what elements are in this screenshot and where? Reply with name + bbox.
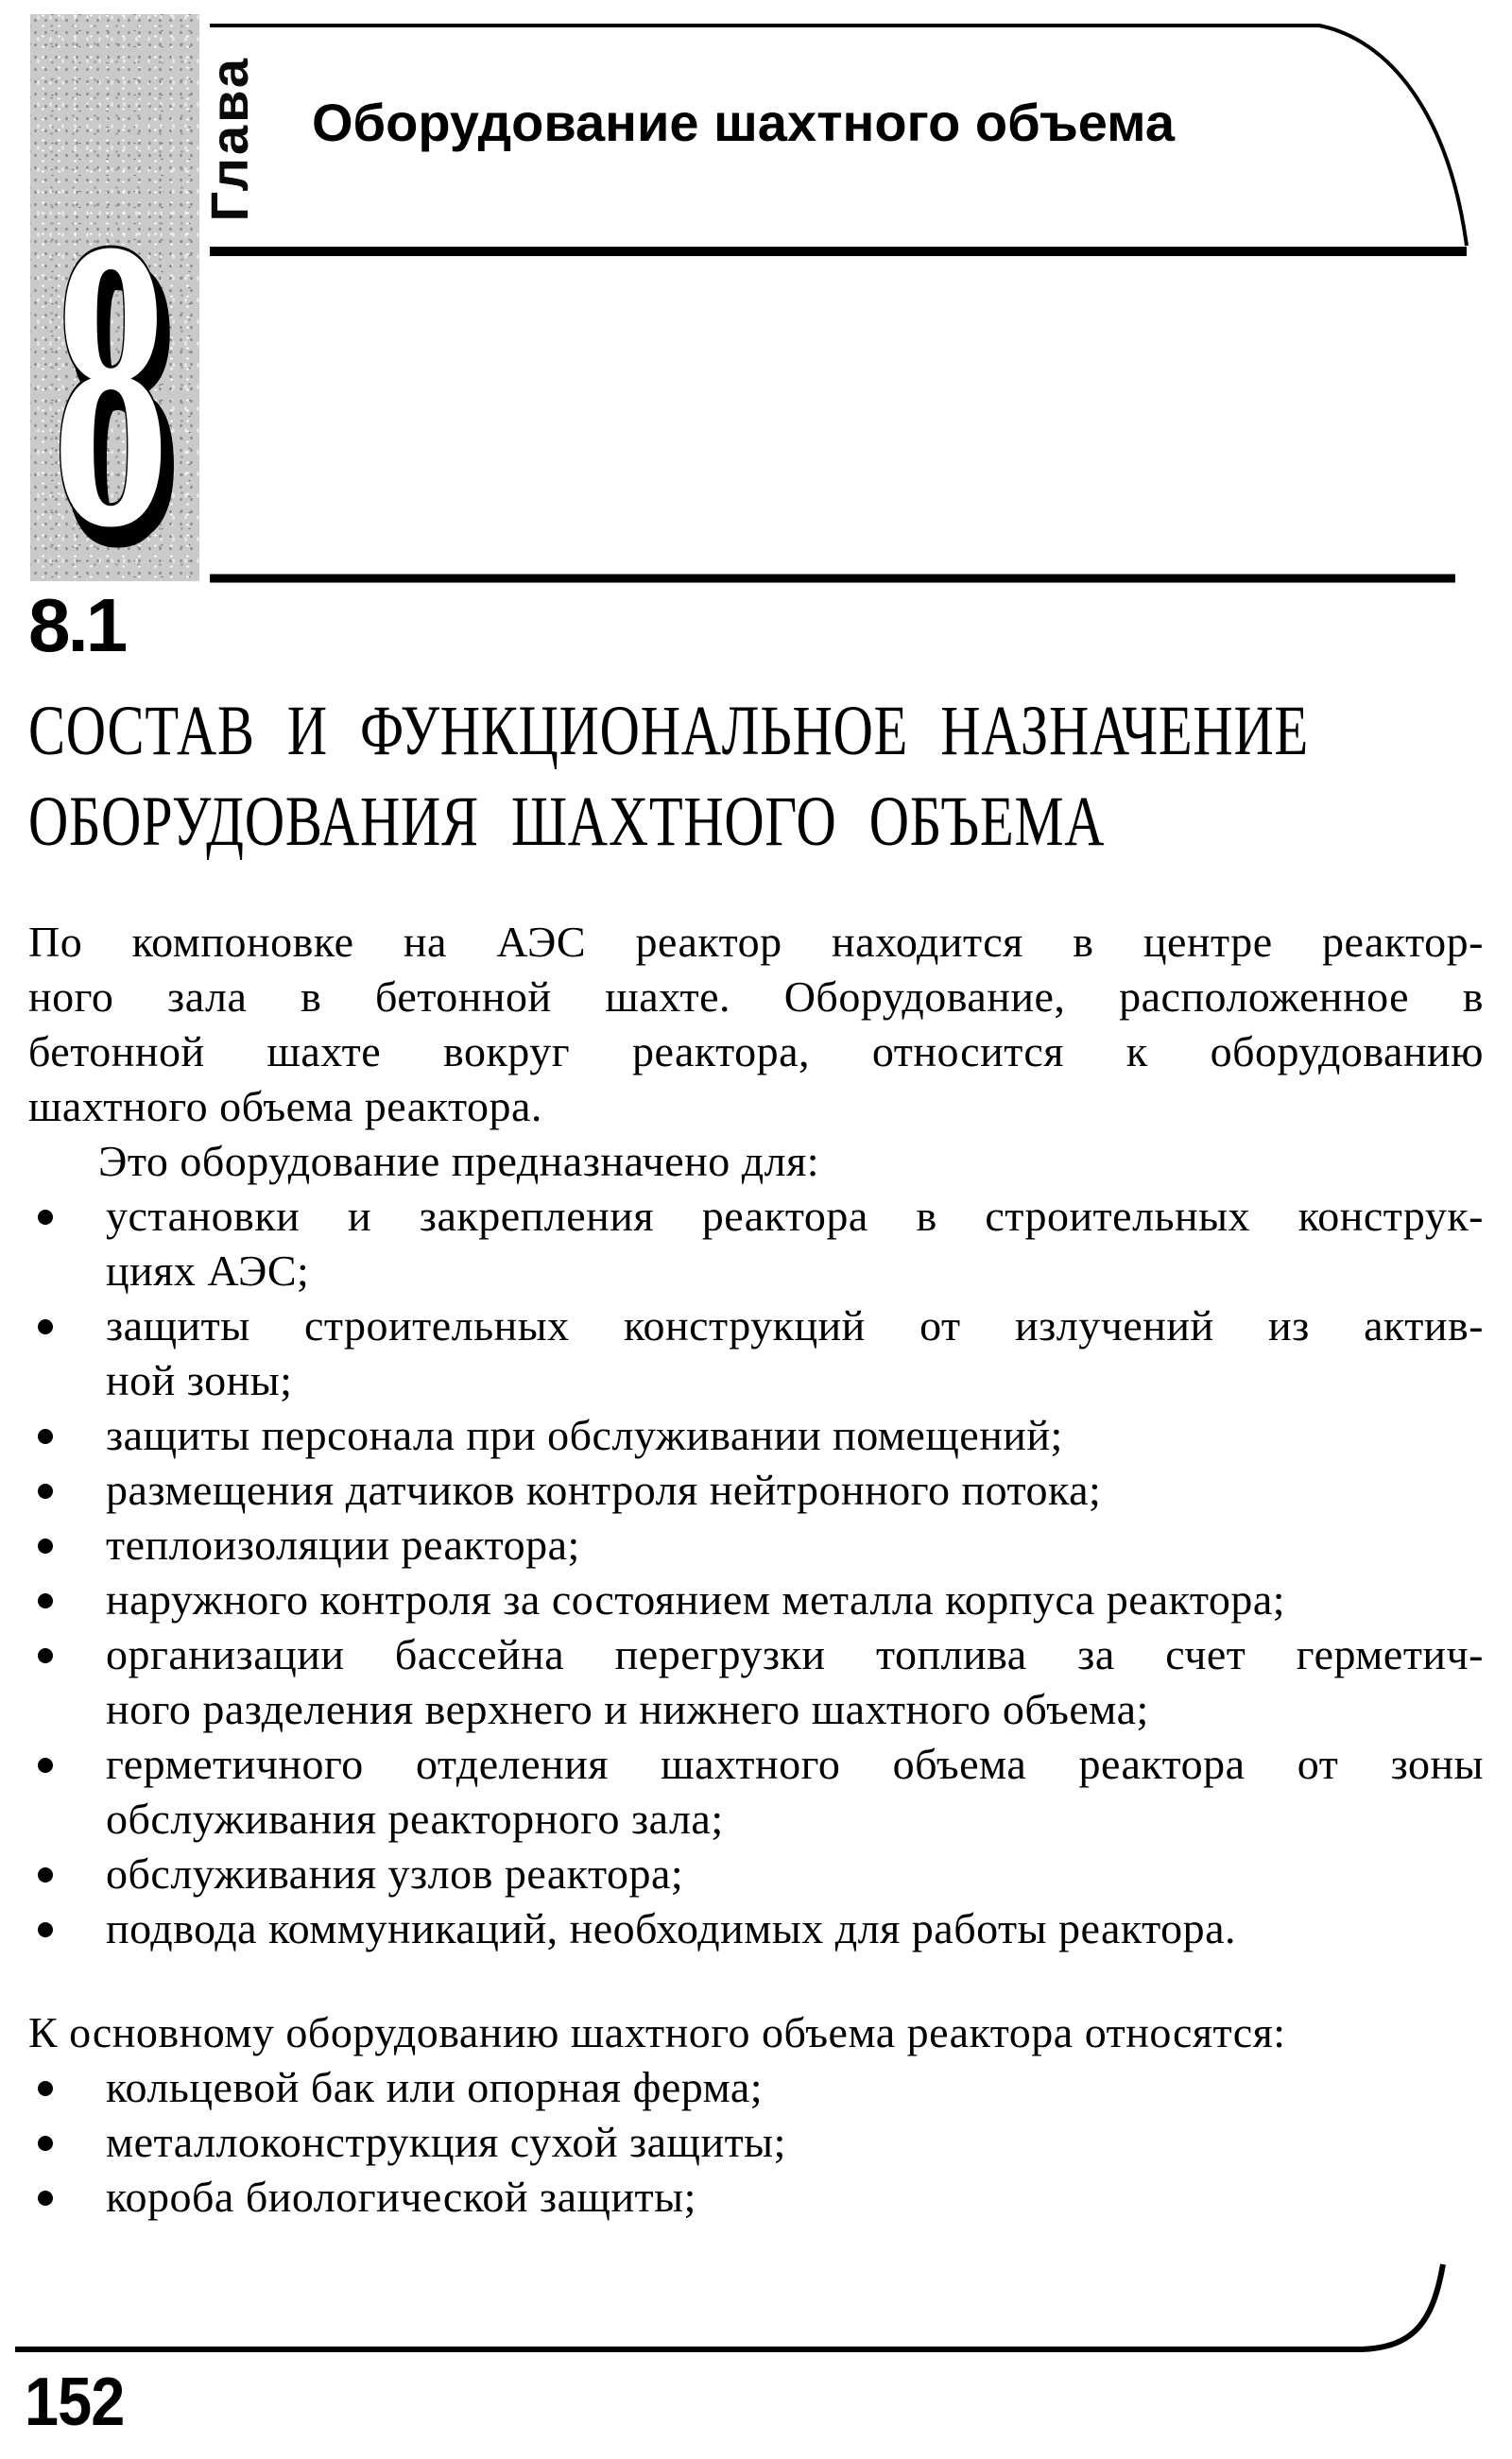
text-line: короба биологической защиты; bbox=[106, 2173, 696, 2221]
bullet-icon bbox=[38, 1593, 53, 1608]
text-line: шахтного объема реактора. bbox=[28, 1082, 542, 1130]
bullet-icon bbox=[38, 1429, 53, 1444]
footer-rule-swoosh bbox=[15, 2264, 1443, 2349]
text-line: герметичного отделения шахтного объема реактора от зоны bbox=[106, 1740, 1484, 1788]
bullet-item bbox=[28, 2115, 1484, 2170]
text-line: ной зоны; bbox=[106, 1356, 293, 1404]
bullet-icon bbox=[38, 1867, 53, 1883]
bullet-icon bbox=[38, 1484, 53, 1499]
bullet-item bbox=[28, 1573, 1484, 1627]
text-line: организации бассейна перегрузки топлива за счет герметич- bbox=[106, 1630, 1484, 1678]
section-heading-line: ОБОРУДОВАНИЯ ШАХТНОГО ОБЪЕМА bbox=[28, 782, 1106, 861]
paragraph bbox=[28, 1134, 1484, 1189]
page-number: 152 bbox=[25, 2364, 125, 2440]
text-line: обслуживания реакторного зала; bbox=[106, 1795, 724, 1843]
bullet-icon bbox=[38, 1539, 53, 1554]
bullet-icon bbox=[38, 1319, 53, 1334]
bullet-item bbox=[28, 1901, 1484, 1956]
bullet-item bbox=[28, 1627, 1484, 1737]
body-text bbox=[28, 915, 1484, 2225]
chapter-title: Оборудование шахтного объема bbox=[312, 93, 1176, 152]
paragraph bbox=[28, 2005, 1484, 2060]
bullet-icon bbox=[38, 1210, 53, 1225]
bullet-icon bbox=[38, 1648, 53, 1663]
bullet-item bbox=[28, 1189, 1484, 1298]
bullet-item bbox=[28, 1847, 1484, 1901]
bullet-item bbox=[28, 1463, 1484, 1518]
bullet-icon bbox=[38, 2081, 53, 2096]
text-line: теплоизоляции реактора; bbox=[106, 1521, 580, 1569]
bullet-item bbox=[28, 2170, 1484, 2225]
text-line: подвода коммуникаций, необходимых для работы реактора. bbox=[106, 1904, 1237, 1952]
text-line: циях АЭС; bbox=[106, 1247, 310, 1295]
bullet-icon bbox=[38, 1758, 53, 1773]
text-line: установки и закрепления реактора в строительных конструк- bbox=[106, 1192, 1484, 1240]
chapter-number: 8 bbox=[52, 176, 170, 609]
bullet-icon bbox=[38, 2191, 53, 2206]
text-line: защиты строительных конструкций от излучений из актив- bbox=[106, 1301, 1484, 1350]
text-line: К основному оборудованию шахтного объема реактора относятся: bbox=[28, 2008, 1286, 2056]
paragraph bbox=[28, 915, 1484, 1134]
text-line: ного разделения верхнего и нижнего шахтного объема; bbox=[106, 1685, 1149, 1733]
bullet-item bbox=[28, 1518, 1484, 1573]
paragraph-gap bbox=[28, 1956, 1484, 2005]
text-line: наружного контроля за состоянием металла корпуса реактора; bbox=[106, 1575, 1286, 1624]
bullet-item bbox=[28, 1737, 1484, 1847]
text-line: защиты персонала при обслуживании помещений; bbox=[106, 1411, 1063, 1459]
text-line: кольцевой бак или опорная ферма; bbox=[106, 2063, 764, 2111]
text-line: Это оборудование предназначено для: bbox=[98, 1137, 820, 1185]
chapter-label: Глава bbox=[199, 56, 259, 222]
bullet-icon bbox=[38, 1922, 53, 1937]
text-line: По компоновке на АЭС реактор находится в центре реактор- bbox=[28, 918, 1484, 966]
text-line: металлоконструкция сухой защиты; bbox=[106, 2118, 786, 2166]
bullet-item bbox=[28, 2060, 1484, 2115]
bullet-icon bbox=[38, 2136, 53, 2151]
text-line: размещения датчиков контроля нейтронного потока; bbox=[106, 1466, 1102, 1514]
section-number: 8.1 bbox=[28, 583, 126, 667]
text-line: бетонной шахте вокруг реактора, относится к оборудованию bbox=[28, 1027, 1484, 1075]
section-heading-line: СОСТАВ И ФУНКЦИОНАЛЬНОЕ НАЗНАЧЕНИЕ bbox=[28, 692, 1310, 770]
bullet-item bbox=[28, 1298, 1484, 1408]
bullet-item bbox=[28, 1408, 1484, 1463]
section-heading bbox=[28, 686, 1512, 868]
text-line: ного зала в бетонной шахте. Оборудование, расположенное в bbox=[28, 972, 1484, 1021]
text-line: обслуживания узлов реактора; bbox=[106, 1849, 684, 1898]
